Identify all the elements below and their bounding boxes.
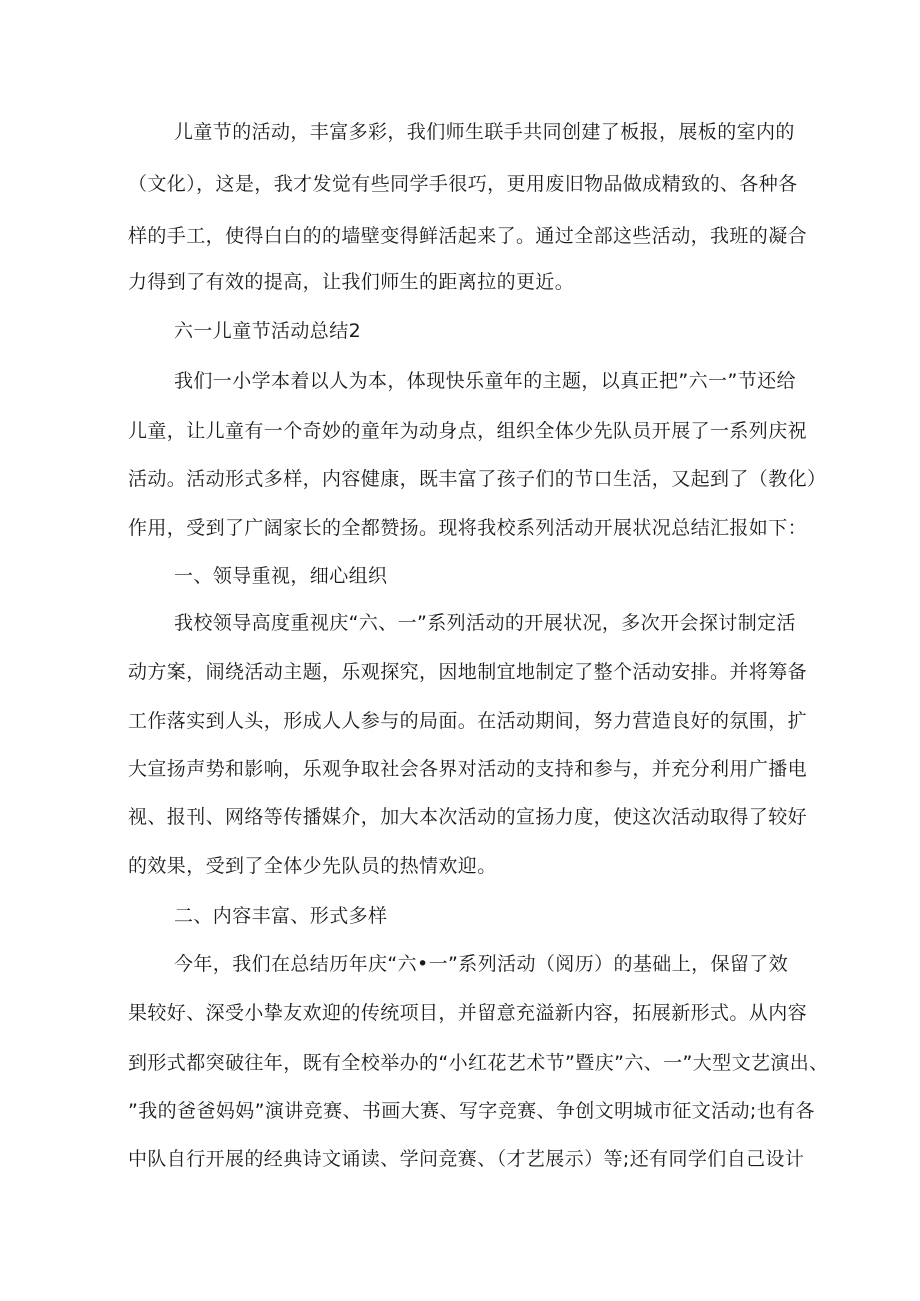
paragraph-line: 我们一小学本着以人为本，体现快乐童年的主题，以真正把”六一”节还给 <box>174 370 796 392</box>
section-title: 六一儿童节活动总结2 <box>174 320 362 342</box>
section-heading: 二、内容丰富、形式多样 <box>174 905 388 927</box>
section-heading: 一、领导重视，细心组织 <box>174 565 388 587</box>
paragraph-line: 果较好、深受小挚友欢迎的传统项目，并留意充溢新内容，拓展新形式。从内容 <box>128 1002 808 1024</box>
paragraph-line: 大宣扬声势和影响，乐观争取社会各界对活动的支持和参与，并充分利用广播电 <box>128 758 808 780</box>
paragraph-line: 动方案，闹绕活动主题，乐观探究，因地制宜地制定了整个活动安排。并将筹备 <box>128 661 808 683</box>
paragraph-line: 我校领导高度重视庆“六、一”系列活动的开展状况，多次开会探讨制定活 <box>174 612 796 634</box>
paragraph-line: 儿童，让儿童有一个奇妙的童年为动身点，组织全体少先队员开展了一系列庆祝 <box>128 420 808 442</box>
paragraph-line: 中队自行开展的经典诗文诵读、学问竞赛、（才艺展示）等;还有同学们自己设计 <box>128 1148 805 1170</box>
paragraph-line: （文化），这是，我才发觉有些同学手很巧，更用废旧物品做成精致的、各种各 <box>128 173 798 195</box>
paragraph-line: 今年，我们在总结历年庆“六•一”系列活动（阅历）的基础上，保留了效 <box>174 953 789 975</box>
paragraph-line: 作用，受到了广阔家长的全都赞扬。现将我校系列活动开展状况总结汇报如下： <box>128 517 808 539</box>
paragraph-line: 的效果，受到了全体少先队员的热情欢迎。 <box>128 855 497 877</box>
paragraph-line: ”我的爸爸妈妈”演讲竞赛、书画大赛、写字竞赛、争创文明城市征文活动;也有各 <box>128 1100 815 1122</box>
paragraph-line: 工作落实到人头，形成人人参与的局面。在活动期间，努力营造良好的氛围，扩 <box>128 710 808 732</box>
paragraph-line: 到形式都突破往年，既有全校举办的“小红花艺术节”暨庆”六、一”大型文艺演出、 <box>128 1052 829 1074</box>
paragraph-line: 儿童节的活动，丰富多彩，我们师生联手共同创建了板报，展板的室内的 <box>174 121 795 143</box>
paragraph-line: 力得到了有效的提高，让我们师生的距离拉的更近。 <box>128 271 575 293</box>
paragraph-line: 样的手工，使得白白的的墙壁变得鲜活起来了。通过全部这些活动，我班的凝合 <box>128 225 808 247</box>
paragraph-line: 视、报刊、网络等传播媒介，加大本次活动的宣扬力度，使这次活动取得了较好 <box>128 806 808 828</box>
paragraph-line: 活动。活动形式多样，内容健康，既丰富了孩子们的节口生活，又起到了（教化） <box>128 468 827 490</box>
